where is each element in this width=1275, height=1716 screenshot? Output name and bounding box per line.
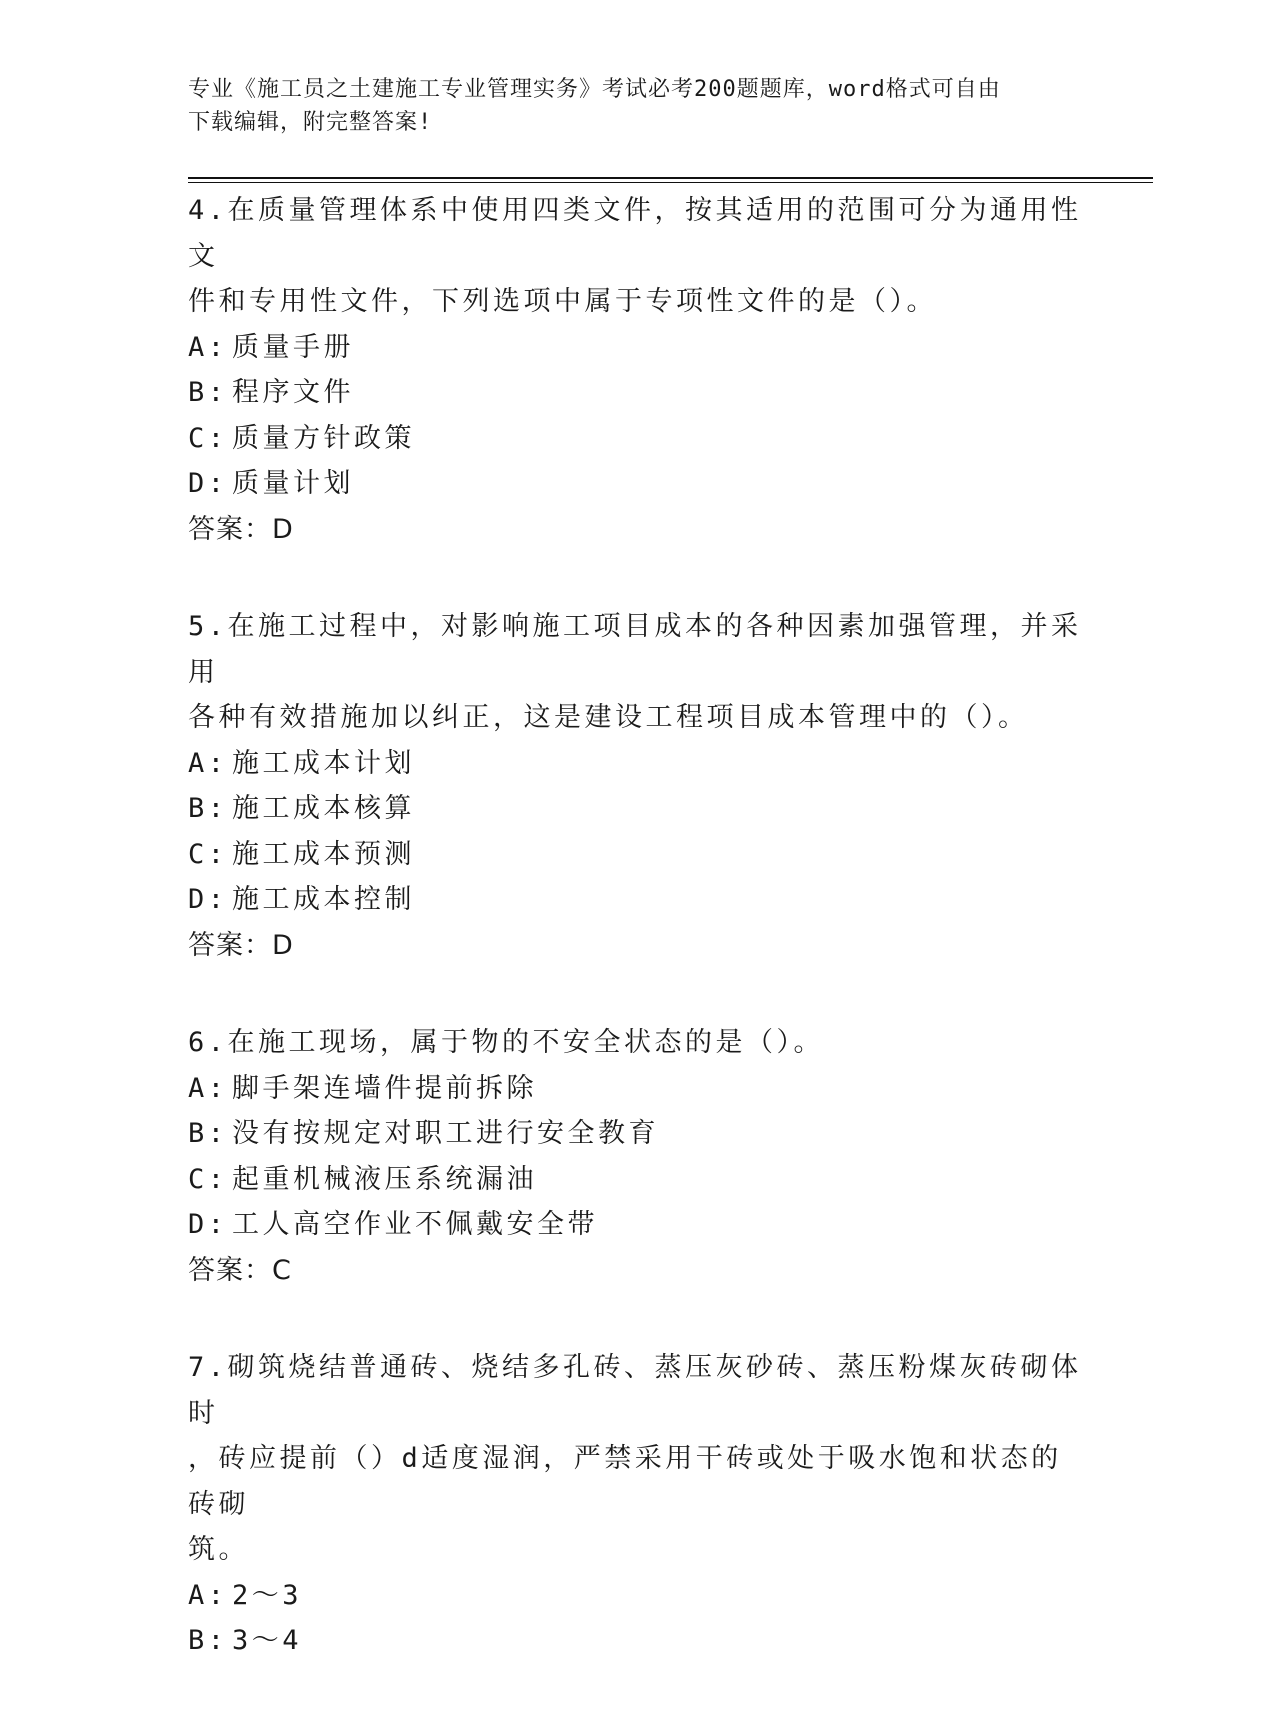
option-letter: C: (188, 1163, 228, 1195)
question-stem (188, 188, 1088, 325)
option-text: 没有按规定对职工进行安全教育 (232, 1118, 659, 1149)
option-text: 施工成本核算 (232, 793, 415, 824)
answer-label: 答案：D (188, 929, 294, 961)
option-text: 起重机械液压系统漏油 (232, 1163, 537, 1195)
option-d (188, 1202, 1088, 1248)
header-divider-thin (188, 182, 1153, 183)
option-text: 工人高空作业不佩戴安全带 (232, 1209, 598, 1240)
option-text: 质量方针政策 (232, 422, 415, 454)
question-stem (188, 1345, 1088, 1573)
question-item (188, 1345, 1088, 1664)
option-b (188, 786, 1088, 832)
question-stem-line: 4.在质量管理体系中使用四类文件，按其适用的范围可分为通用性文 (188, 195, 1082, 272)
answer-label: 答案：C (188, 1254, 292, 1286)
option-letter: B: (188, 793, 228, 824)
option-a (188, 741, 1088, 787)
option-c (188, 416, 1088, 462)
option-b (188, 1618, 1088, 1664)
question-item (188, 188, 1088, 552)
option-letter: A: (188, 1072, 228, 1104)
option-c (188, 832, 1088, 878)
document-header (188, 73, 1088, 139)
answer-label: 答案：D (188, 513, 294, 545)
option-a (188, 1066, 1088, 1112)
question-list (188, 188, 1088, 1716)
option-text: 施工成本控制 (232, 884, 415, 915)
question-stem-line: 筑。 (188, 1534, 249, 1565)
question-stem-line: 件和专用性文件，下列选项中属于专项性文件的是（）。 (188, 286, 937, 317)
option-letter: B: (188, 1118, 228, 1149)
question-stem-line: 7.砌筑烧结普通砖、烧结多孔砖、蒸压灰砂砖、蒸压粉煤灰砖砌体时 (188, 1352, 1082, 1429)
option-text: 程序文件 (232, 377, 354, 408)
option-letter: D: (188, 468, 228, 499)
header-line-2: 下载编辑，附完整答案! (188, 110, 433, 135)
option-letter: C: (188, 422, 228, 454)
option-text: 质量手册 (232, 331, 354, 363)
option-letter: B: (188, 377, 228, 408)
option-a (188, 1573, 1088, 1619)
option-b (188, 1111, 1088, 1157)
question-stem (188, 1020, 1088, 1066)
question-stem-line: ，砖应提前（）d适度湿润，严禁采用干砖或处于吸水饱和状态的砖砌 (188, 1443, 1062, 1520)
option-text: 施工成本预测 (232, 838, 415, 870)
question-stem (188, 604, 1088, 741)
option-letter: A: (188, 331, 228, 363)
option-a (188, 325, 1088, 371)
question-stem-line: 6.在施工现场，属于物的不安全状态的是（）。 (188, 1027, 825, 1058)
option-letter: D: (188, 884, 228, 915)
question-stem-line: 5.在施工过程中，对影响施工项目成本的各种因素加强管理，并采用 (188, 611, 1082, 688)
option-text: 施工成本计划 (232, 747, 415, 779)
question-item (188, 1020, 1088, 1293)
option-letter: C: (188, 838, 228, 870)
option-text: 3～4 (232, 1625, 303, 1656)
option-letter: B: (188, 1625, 228, 1656)
option-text: 2～3 (232, 1579, 303, 1611)
option-letter: A: (188, 1579, 228, 1611)
option-letter: D: (188, 1209, 228, 1240)
option-c (188, 1157, 1088, 1203)
option-letter: A: (188, 747, 228, 779)
question-stem-line: 各种有效措施加以纠正，这是建设工程项目成本管理中的（）。 (188, 702, 1029, 733)
option-text: 质量计划 (232, 468, 354, 499)
header-divider-thick (188, 177, 1153, 179)
option-text: 脚手架连墙件提前拆除 (232, 1072, 537, 1104)
option-d (188, 877, 1088, 923)
option-d (188, 461, 1088, 507)
option-b (188, 370, 1088, 416)
header-line-1: 专业《施工员之土建施工专业管理实务》考试必考200题题库，word格式可自由 (188, 77, 1001, 102)
question-item (188, 604, 1088, 968)
